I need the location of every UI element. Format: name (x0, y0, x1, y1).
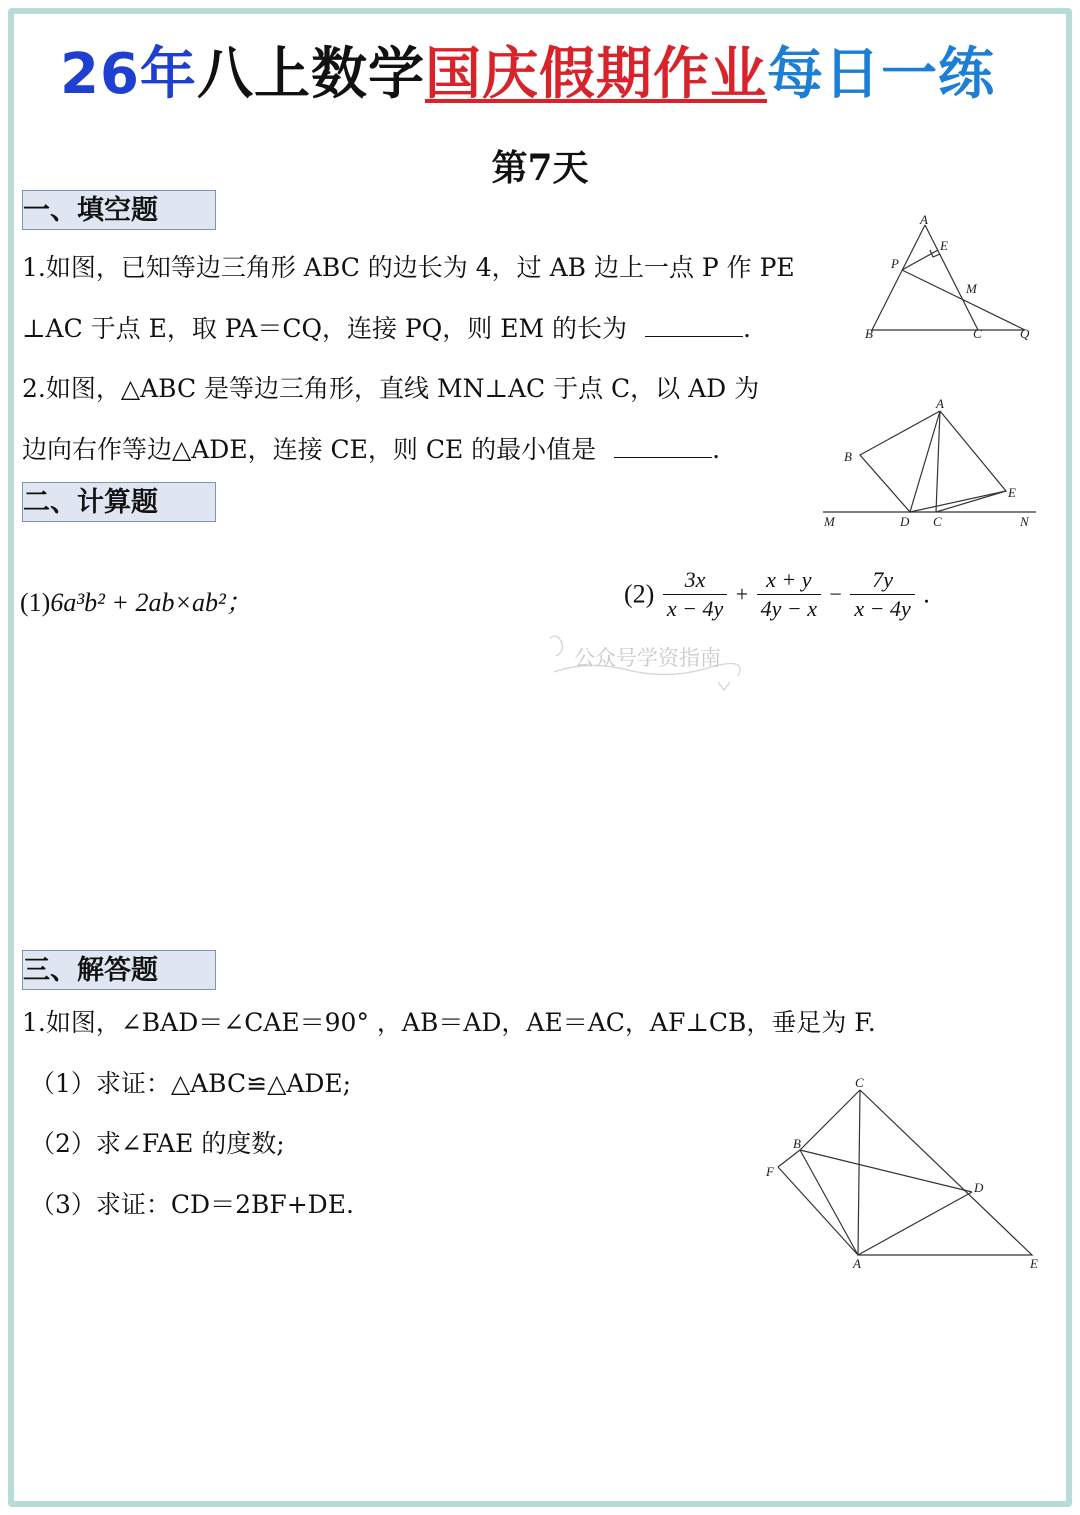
title-year: 26年 (60, 42, 197, 107)
title-holiday: 国庆假期作业 (424, 42, 767, 107)
fig1-label-q: Q (1020, 326, 1030, 341)
fig1-label-m: M (966, 281, 977, 296)
calc-p2-f1-denominator: x − 4y (663, 594, 727, 623)
fill-q2-line2 (22, 430, 720, 466)
fill-q1-period: . (742, 314, 751, 343)
calc-p2-f3-denominator: x − 4y (850, 594, 914, 623)
fig3-label-c: C (855, 1075, 864, 1090)
calc-p2-label: (2) (624, 579, 655, 609)
page-title (60, 30, 1020, 120)
calc-p2-period: . (923, 579, 930, 609)
calc-p2-f2-denominator: 4y − x (757, 594, 821, 623)
figure-quadrilateral-congruence (762, 1075, 1047, 1275)
fig2-label-d: D (900, 514, 910, 529)
fill-q1-line2 (22, 309, 751, 345)
fig1-label-a: A (920, 212, 928, 227)
calc-p2-fraction-3 (850, 566, 914, 623)
fill-q2-period: . (712, 435, 721, 464)
figure-line-mn-triangles (818, 395, 1043, 535)
fig2-label-n: N (1020, 514, 1029, 529)
title-daily: 每日一练 (766, 42, 995, 107)
watermark-text: 公众号学资指南 (574, 646, 721, 670)
fig3-label-a: A (853, 1256, 861, 1271)
fig2-label-c: C (933, 514, 942, 529)
calc-p1-label: (1) (20, 588, 51, 617)
fig3-label-d: D (974, 1180, 984, 1195)
calc-problem-2 (624, 566, 930, 623)
section-calculation: 二、计算题 (22, 482, 216, 522)
watermark (548, 630, 748, 700)
answer-q1-part1: （1）求证：△ABC≌△ADE; (30, 1069, 352, 1098)
fill-q1-answer-blank (645, 312, 743, 337)
answer-q1-part2: （2）求∠FAE 的度数; (30, 1129, 285, 1158)
calc-p1-expression: 6a³b² + 2ab×ab²； (50, 588, 252, 617)
fig2-label-m: M (824, 514, 835, 529)
fill-q1-text: ⊥AC 于点 E，取 PA＝CQ，连接 PQ，则 EM 的长为 (22, 314, 627, 343)
answer-q1-stem: 1.如图，∠BAD＝∠CAE＝90° ，AB＝AD，AE＝AC，AF⊥CB，垂足为 F. (22, 1008, 876, 1037)
fig2-label-b: B (844, 449, 852, 464)
fill-q1-line1: 1.如图，已知等边三角形 ABC 的边长为 4，过 AB 边上一点 P 作 PE (22, 253, 795, 282)
calc-p2-plus: + (735, 581, 749, 607)
calc-p2-f1-numerator: 3x (684, 567, 706, 592)
fig2-label-a: A (936, 396, 944, 411)
calc-problem-1 (20, 582, 252, 619)
calc-p2-fraction-1 (663, 566, 727, 623)
fig3-label-f: F (766, 1164, 774, 1179)
fig1-label-e: E (940, 238, 948, 253)
figure-equilateral-triangle-pq (860, 210, 1040, 345)
calc-p2-fraction-2 (757, 566, 821, 623)
calc-p2-f2-numerator: x + y (766, 567, 812, 592)
title-grade: 八上数学 (196, 42, 425, 107)
calc-p2-f3-numerator: 7y (872, 567, 893, 592)
fill-q2-text: 边向右作等边△ADE，连接 CE，则 CE 的最小值是 (22, 435, 597, 464)
calc-p2-minus: − (829, 581, 842, 607)
section-answer: 三、解答题 (22, 950, 216, 990)
fill-q2-answer-blank (614, 433, 712, 458)
answer-q1-part3: （3）求证：CD＝2BF+DE. (30, 1190, 354, 1219)
fill-q2-line1: 2.如图，△ABC 是等边三角形，直线 MN⊥AC 于点 C，以 AD 为 (22, 374, 760, 403)
fig3-label-e: E (1030, 1256, 1038, 1271)
day-heading: 第7天 (491, 147, 589, 189)
fig1-label-c: C (973, 326, 982, 341)
fig3-label-b: B (793, 1136, 801, 1151)
fig1-label-p: P (891, 256, 899, 271)
section-fill-blank: 一、填空题 (22, 190, 216, 230)
fig1-label-b: B (865, 326, 873, 341)
fig2-label-e: E (1008, 485, 1016, 500)
